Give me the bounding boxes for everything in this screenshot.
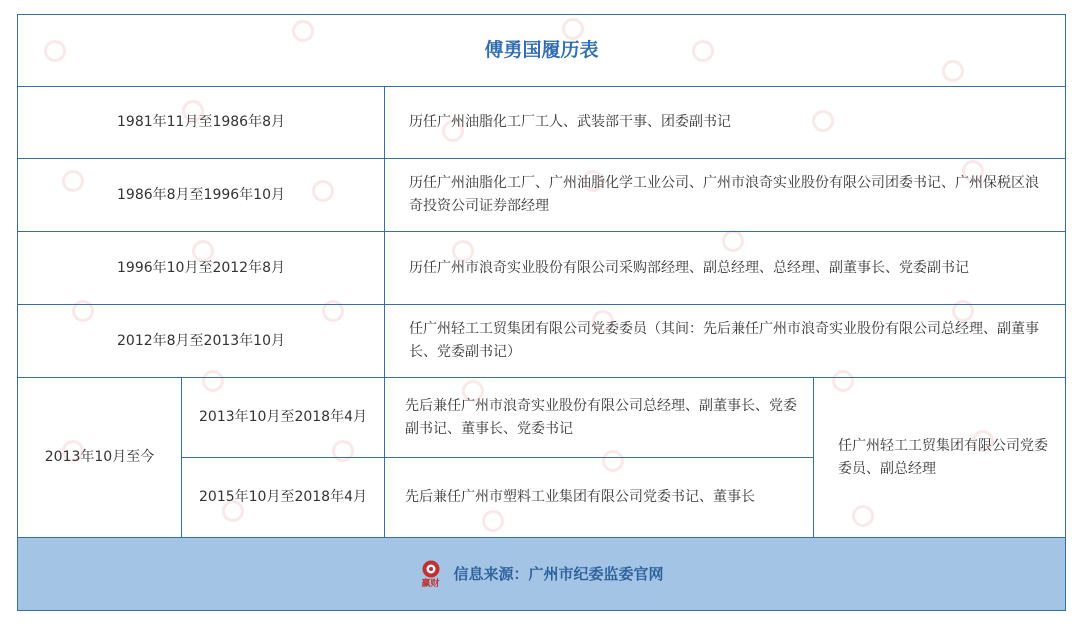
resume-table [17,14,1066,611]
period-cell: 1996年10月至2012年8月 [18,232,385,305]
source-text: 信息来源：广州市纪委监委官网 [453,564,664,583]
period-cell: 1986年8月至1996年10月 [18,159,385,232]
logo-text: 赢财 [421,579,440,589]
sub-period-cell: 2013年10月至2018年4月 [182,378,385,458]
table-row [18,232,1066,305]
group-summary-cell: 任广州轻工工贸集团有限公司党委委员、副总经理 [814,378,1066,538]
title-row [18,15,1066,87]
table-row [18,305,1066,378]
table-row [18,159,1066,232]
eye-logo-icon [420,559,442,579]
page-title: 傅勇国履历表 [18,15,1066,87]
table-row [18,87,1066,159]
description-cell: 历任广州油脂化工厂工人、武装部干事、团委副书记 [385,87,1066,159]
table-row [18,378,1066,458]
sub-description-cell: 先后兼任广州市塑料工业集团有限公司党委书记、董事长 [385,458,814,538]
sub-period-cell: 2015年10月至2018年4月 [182,458,385,538]
period-cell: 1981年11月至1986年8月 [18,87,385,159]
sub-description-cell: 先后兼任广州市浪奇实业股份有限公司总经理、副董事长、党委副书记、董事长、党委书记 [385,378,814,458]
brand-logo-icon [420,559,442,589]
description-cell: 历任广州市浪奇实业股份有限公司采购部经理、副总经理、总经理、副董事长、党委副书记 [385,232,1066,305]
footer-row [18,538,1066,611]
description-cell: 历任广州油脂化工厂、广州油脂化学工业公司、广州市浪奇实业股份有限公司团委书记、广州保税区浪奇投资公司证券部经理 [385,159,1066,232]
period-cell: 2012年8月至2013年10月 [18,305,385,378]
source-footer [18,538,1066,611]
description-cell: 任广州轻工工贸集团有限公司党委委员（其间：先后兼任广州市浪奇实业股份有限公司总经理、副董事长、党委副书记） [385,305,1066,378]
group-period-cell: 2013年10月至今 [18,378,182,538]
